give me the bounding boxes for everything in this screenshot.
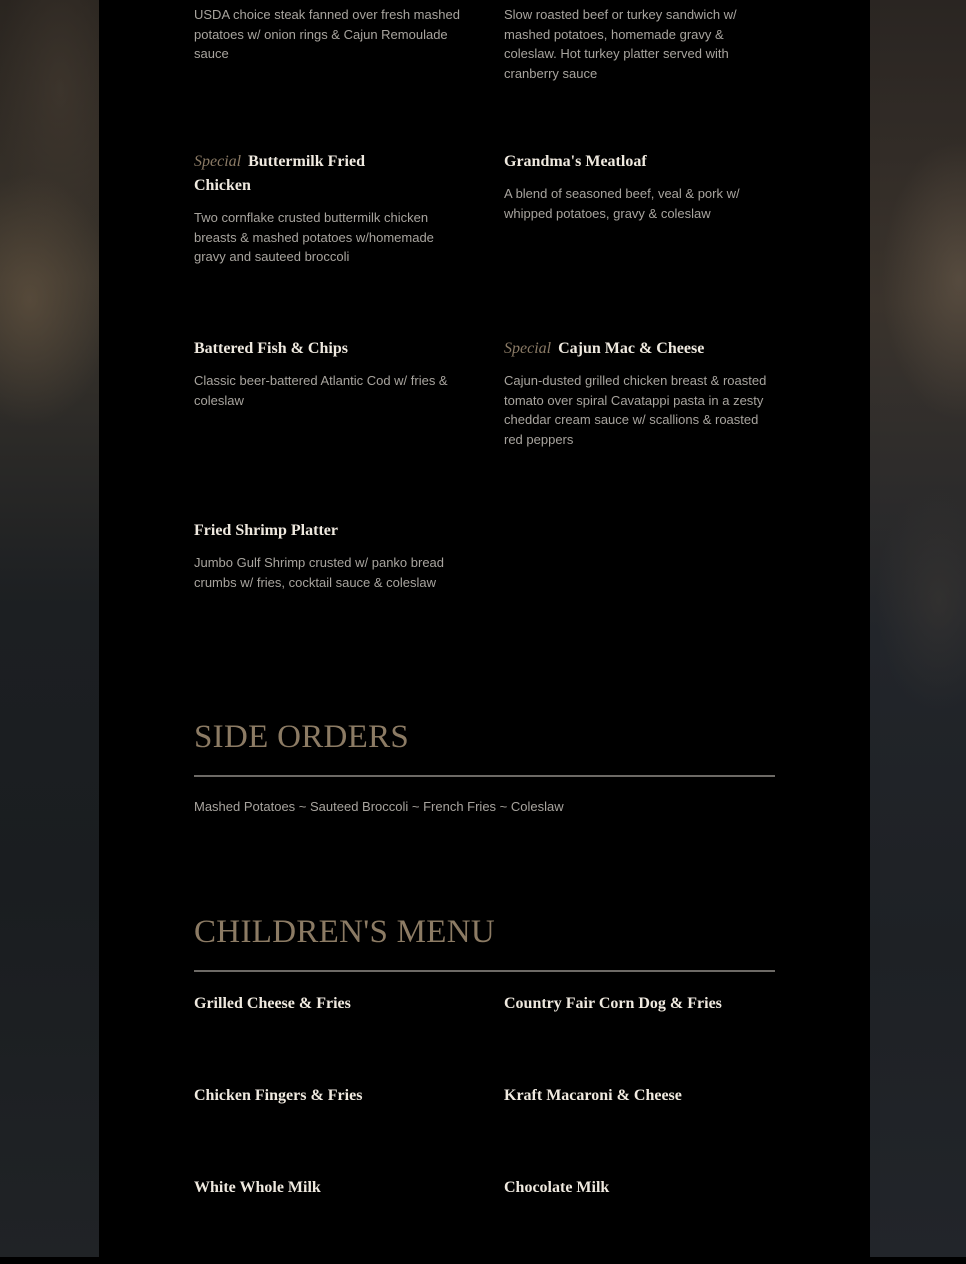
menu-item-description: Classic beer-battered Atlantic Cod w/ fries & coleslaw — [194, 373, 448, 408]
menu-item-description: Slow roasted beef or turkey sandwich w/ mashed potatoes, homemade gravy & coleslaw. Hot turkey platter served with cranberry sauce — [504, 7, 737, 81]
menu-item-title — [194, 150, 394, 198]
menu-item-title — [194, 337, 464, 361]
childrens-menu-heading: CHILDREN'S MENU — [194, 914, 496, 950]
menu-item-name: Battered Fish & Chips — [194, 340, 348, 357]
menu-item-buttermilk-fried-chicken — [194, 150, 464, 267]
menu-item-name: Buttermilk Fried Chicken — [194, 153, 365, 194]
menu-item-name: Fried Shrimp Platter — [194, 522, 338, 539]
menu-item-cajun-mac — [504, 337, 774, 449]
menu-item-fish-chips — [194, 337, 464, 410]
menu-item-description: A blend of seasoned beef, veal & pork w/ whipped potatoes, gravy & coleslaw — [504, 186, 740, 221]
menu-item-steak — [194, 5, 469, 64]
special-label: Special — [504, 340, 552, 357]
menu-item-title — [194, 519, 464, 543]
menu-item-fried-shrimp — [194, 519, 464, 592]
side-orders-heading: SIDE ORDERS — [194, 719, 410, 755]
kids-item-corn-dog: Country Fair Corn Dog & Fries — [504, 995, 722, 1012]
menu-item-name: Cajun Mac & Cheese — [558, 340, 705, 357]
section-divider — [194, 970, 775, 972]
special-label: Special — [194, 153, 242, 170]
kids-item-chicken-fingers: Chicken Fingers & Fries — [194, 1087, 363, 1104]
kids-item-mac-cheese: Kraft Macaroni & Cheese — [504, 1087, 682, 1104]
menu-item-title — [504, 337, 774, 361]
menu-item-description: Cajun-dusted grilled chicken breast & roasted tomato over spiral Cavatappi pasta in a zesty cheddar cream sauce w/ scallions & roasted red peppers — [504, 373, 767, 447]
background-right — [869, 0, 966, 1264]
kids-item-grilled-cheese: Grilled Cheese & Fries — [194, 995, 351, 1012]
menu-item-description: Two cornflake crusted buttermilk chicken breasts & mashed potatoes w/homemade gravy and sauteed broccoli — [194, 210, 434, 264]
bottom-strip — [0, 1257, 966, 1264]
section-divider — [194, 775, 775, 777]
kids-item-chocolate-milk: Chocolate Milk — [504, 1179, 610, 1196]
menu-item-hot-sandwich — [504, 5, 774, 83]
side-orders-list: Mashed Potatoes ~ Sauteed Broccoli ~ French Fries ~ Coleslaw — [194, 799, 564, 814]
menu-item-name: Grandma's Meatloaf — [504, 153, 647, 170]
background-left — [0, 0, 99, 1264]
menu-item-description: Jumbo Gulf Shrimp crusted w/ panko bread crumbs w/ fries, cocktail sauce & coleslaw — [194, 555, 445, 590]
menu-item-title — [504, 150, 764, 174]
menu-item-meatloaf — [504, 150, 764, 223]
kids-item-white-milk: White Whole Milk — [194, 1179, 321, 1196]
menu-item-description: USDA choice steak fanned over fresh mashed potatoes w/ onion rings & Cajun Remoulade sauce — [194, 7, 460, 61]
